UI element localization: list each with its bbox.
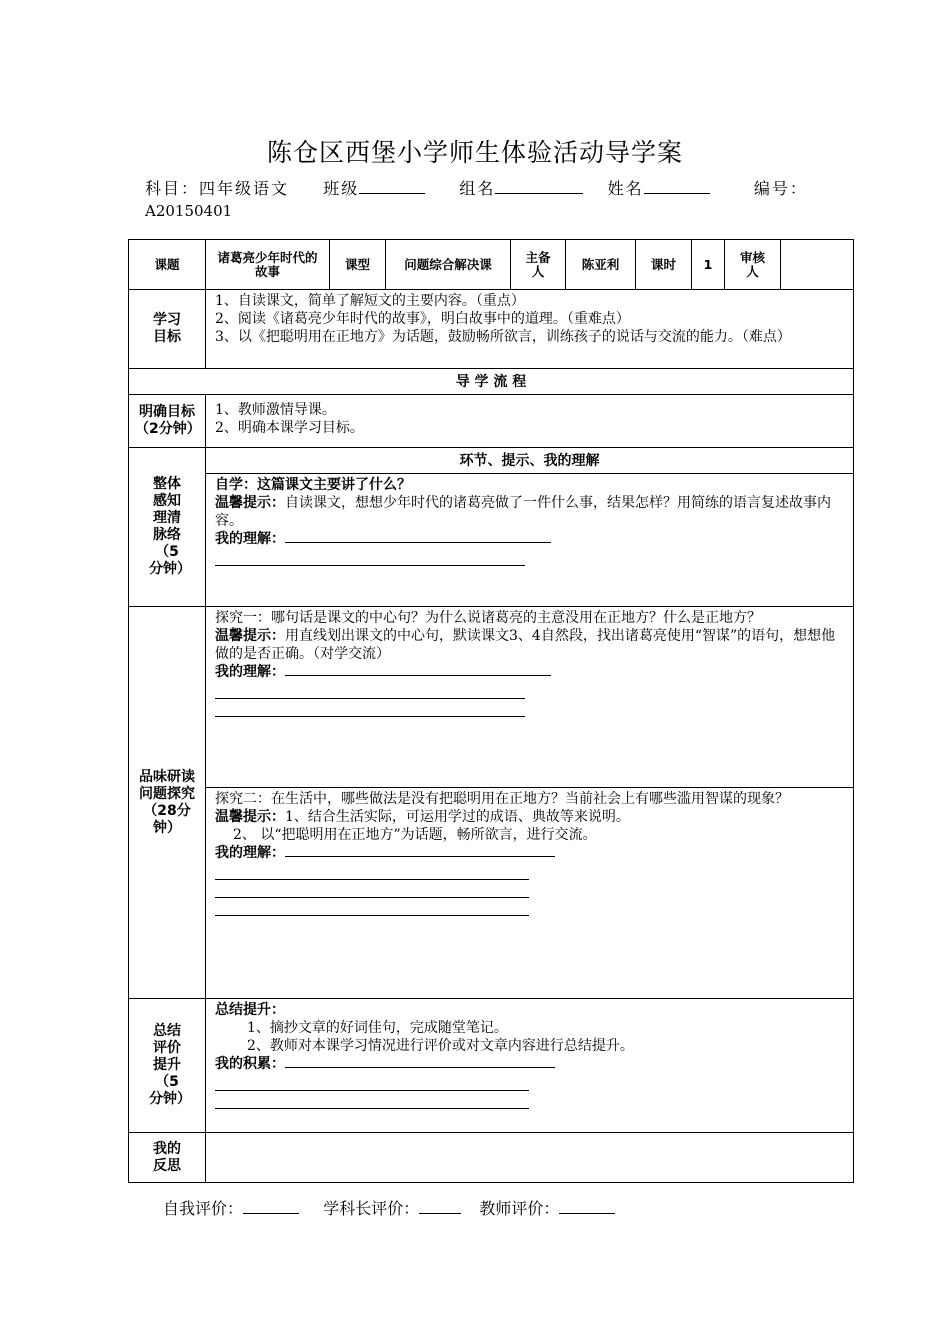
- tip-2: [215, 808, 845, 826]
- name-blank[interactable]: [644, 179, 710, 194]
- question-1: 探究一：哪句话是课文的中心句？为什么说诸葛亮的主意没用在正地方？什么是正地方？: [215, 610, 761, 626]
- explore-label-text: 品味研读问题探究（28分钟）: [139, 768, 195, 836]
- answer-line[interactable]: [215, 548, 525, 566]
- understand-label: 我的理解：: [215, 845, 285, 861]
- answer-line[interactable]: [215, 1073, 529, 1091]
- summary-heading: 总结提升：: [215, 1002, 285, 1018]
- answer-line[interactable]: [215, 1091, 529, 1109]
- topic-label: 课题: [129, 240, 206, 290]
- answer-blank[interactable]: [285, 663, 551, 676]
- tip-1: [215, 627, 845, 663]
- name-label: 姓名: [607, 179, 644, 198]
- reflection-content[interactable]: [206, 1133, 854, 1183]
- self-eval-label: 自我评价：: [163, 1199, 244, 1218]
- summary-label: [129, 999, 206, 1133]
- reflection-label: [129, 1133, 206, 1183]
- understand-label: 我的理解：: [215, 664, 285, 680]
- class-label: 班级: [323, 179, 360, 198]
- accum-label: 我的积累：: [215, 1056, 285, 1072]
- understand-1: [215, 663, 845, 681]
- summary-content: [206, 999, 854, 1133]
- number-label: 编号：: [753, 179, 808, 198]
- tip-label: 温馨提示：: [215, 809, 285, 825]
- goals-label: [129, 290, 206, 369]
- summary-item: 2、教师对本课学习情况进行评价或对文章内容进行总结提升。: [247, 1038, 634, 1054]
- answer-blank[interactable]: [285, 530, 551, 543]
- reflection-label-text: 我的反思: [153, 1140, 181, 1174]
- tip-text: 1、结合生活实际，可运用学过的成语、典故等来说明。: [285, 809, 630, 825]
- teacher-eval-blank[interactable]: [559, 1199, 615, 1214]
- tip-text: 自读课文，想想少年时代的诸葛亮做了一件什么事，结果怎样？用简练的语言复述故事内容。: [215, 495, 831, 529]
- hours-value: 1: [692, 240, 725, 290]
- summary-item: 1、摘抄文章的好词佳句，完成随堂笔记。: [247, 1020, 508, 1036]
- clarify-content: [206, 395, 854, 448]
- clarify-label-text: 明确目标（2分钟）: [135, 404, 201, 437]
- whole-content: [206, 474, 854, 607]
- answer-line[interactable]: [215, 681, 525, 699]
- hours-label: 课时: [636, 240, 692, 290]
- teacher-eval-label: 教师评价：: [479, 1199, 560, 1218]
- section-header: 环节、提示、我的理解: [206, 448, 854, 474]
- answer-line[interactable]: [215, 898, 529, 916]
- whole-understand: [215, 530, 845, 548]
- type-label: 课型: [330, 240, 386, 290]
- goal-item: 3、以《把聪明用在正地方》为话题，鼓励畅所欲言，训练孩子的说话与交流的能力。（难点）: [215, 329, 791, 345]
- lesson-table: [128, 239, 854, 1183]
- info-line: [145, 176, 808, 199]
- goals-label-text: 学习目标: [153, 312, 181, 345]
- answer-blank[interactable]: [285, 844, 555, 857]
- type-value: 问题综合解决课: [386, 240, 511, 290]
- answer-line[interactable]: [215, 699, 525, 717]
- summary-label-text: 总结评价提升（5分钟）: [149, 1023, 191, 1107]
- goal-item: 2、阅读《诸葛亮少年时代的故事》，明白故事中的道理。（重难点）: [215, 311, 630, 327]
- leader-eval-label: 学科长评价：: [323, 1199, 420, 1218]
- tip-text: 用直线划出课文的中心句，默读课文3、4自然段，找出诸葛亮使用“智谋”的语句，想想他做的是否正确。（对学交流）: [215, 628, 836, 662]
- group-label: 组名: [459, 179, 496, 198]
- answer-line[interactable]: [215, 862, 529, 880]
- whole-tip: [215, 494, 845, 530]
- accumulation: [215, 1055, 845, 1073]
- clarify-label: [129, 395, 206, 448]
- flow-title: 导 学 流 程: [129, 369, 854, 395]
- explore-q2: [206, 788, 854, 999]
- clarify-item: 1、教师激情导课。: [215, 402, 336, 418]
- page-title: 陈仓区西堡小学师生体验活动导学案: [266, 138, 683, 167]
- answer-line[interactable]: [215, 880, 529, 898]
- preparer-value: 陈亚利: [566, 240, 636, 290]
- understand-2: [215, 844, 845, 862]
- explore-q1: [206, 607, 854, 788]
- clarify-item: 2、明确本课学习目标。: [215, 420, 364, 436]
- goal-item: 1、自读课文，简单了解短文的主要内容。（重点）: [215, 293, 525, 309]
- self-eval-blank[interactable]: [243, 1199, 299, 1214]
- whole-label: [129, 448, 206, 607]
- preparer-label: 主备人: [511, 240, 566, 290]
- leader-eval-blank[interactable]: [419, 1199, 461, 1214]
- goals-content: [206, 290, 854, 369]
- topic-value: 诸葛亮少年时代的故事: [206, 240, 330, 290]
- explore-label: [129, 607, 206, 999]
- subject-label: 科目：四年级语文: [145, 179, 290, 198]
- footer: [163, 1196, 615, 1219]
- understand-label: 我的理解：: [215, 531, 285, 547]
- self-study: 自学：这篇课文主要讲了什么？: [215, 477, 411, 493]
- reviewer-label: 审核人: [725, 240, 781, 290]
- question-2: 探究二：在生活中，哪些做法是没有把聪明用在正地方？当前社会上有哪些滥用智谋的现象？: [215, 791, 789, 807]
- tip-label: 温馨提示：: [215, 495, 285, 511]
- answer-blank[interactable]: [285, 1055, 555, 1068]
- number-value: A20150401: [145, 202, 233, 220]
- class-blank[interactable]: [359, 179, 425, 194]
- tip-label: 温馨提示：: [215, 628, 285, 644]
- reviewer-value[interactable]: [781, 240, 854, 290]
- whole-label-text: 整体感知理清脉络（5分钟）: [149, 476, 191, 577]
- group-blank[interactable]: [495, 179, 583, 194]
- tip-2b: 2、 以“把聪明用在正地方”为话题，畅所欲言，进行交流。: [233, 827, 597, 843]
